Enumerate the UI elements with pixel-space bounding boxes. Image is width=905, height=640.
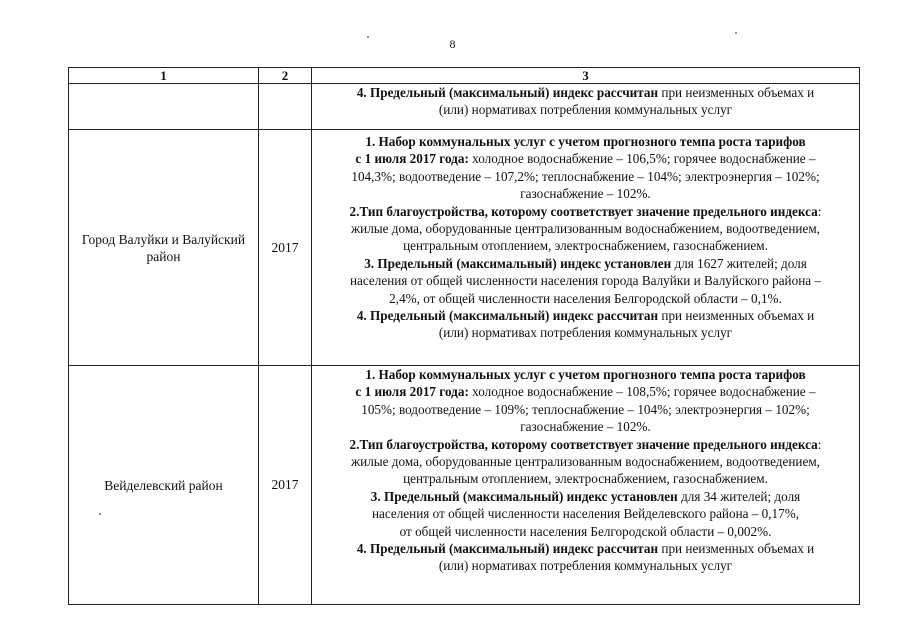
description-text: газоснабжение – 102%. <box>520 419 651 435</box>
tariff-table <box>68 67 860 605</box>
description-text: : <box>817 203 822 219</box>
description-line <box>312 255 859 272</box>
description-line <box>312 237 859 254</box>
description-line <box>312 488 859 505</box>
description-text: населения от общей численности населения Вейделевского района – 0,17%, <box>371 506 800 522</box>
description-line <box>312 470 859 487</box>
description-bold-text: 1. Набор коммунальных услуг с учетом прогнозного темпа роста тарифов <box>365 367 806 382</box>
municipality-cell: Вейделевский район <box>69 366 259 605</box>
description-text: от общей численности населения Белгородской области – 0,002%. <box>399 523 772 539</box>
description-line <box>312 418 859 435</box>
description-line <box>312 401 859 418</box>
description-line <box>312 168 859 185</box>
description-line <box>312 290 859 307</box>
description-text: 2,4%, от общей численности населения Белгородской области – 0,1%. <box>389 290 782 306</box>
description-line <box>312 523 859 540</box>
description-text: 105%; водоотведение – 109%; теплоснабжение – 104%; электроэнергия – 102%; <box>361 401 810 417</box>
description-line <box>312 557 859 574</box>
description-text: при неизменных объемах и <box>658 541 815 557</box>
description-bold-text: с 1 июля 2017 года: <box>355 384 469 400</box>
table-row <box>69 130 860 366</box>
description-line <box>312 366 859 383</box>
description-line <box>312 436 859 453</box>
description-text: центральным отоплением, электроснабжением, газоснабжением. <box>403 471 768 487</box>
year-cell: 2017 <box>259 366 312 605</box>
description-line <box>312 101 859 118</box>
description-text: при неизменных объемах и <box>658 308 815 324</box>
description-cell <box>312 130 860 366</box>
description-line <box>312 272 859 289</box>
scan-speck <box>367 36 369 38</box>
year-cell <box>259 84 312 130</box>
description-text: (или) нормативах потребления коммунальных услуг <box>438 102 733 118</box>
description-cell <box>312 84 860 130</box>
description-text: : <box>817 436 822 452</box>
description-bold-text: с 1 июля 2017 года: <box>355 151 469 167</box>
description-line <box>312 453 859 470</box>
municipality-cell: Город Валуйки и Валуйский район <box>69 130 259 366</box>
description-bold-text: 4. Предельный (максимальный) индекс рассчитан <box>356 308 659 324</box>
description-bold-text: 1. Набор коммунальных услуг с учетом прогнозного темпа роста тарифов <box>365 134 806 149</box>
description-line <box>312 133 859 150</box>
year-cell: 2017 <box>259 130 312 366</box>
description-line <box>312 540 859 557</box>
description-text: для 1627 жителей; доля <box>671 255 807 271</box>
description-text: 104,3%; водоотведение – 107,2%; теплоснабжение – 104%; электроэнергия – 102%; <box>351 168 820 184</box>
description-text: (или) нормативах потребления коммунальных услуг <box>438 558 733 574</box>
description-line <box>312 324 859 341</box>
description-bold-text: 4. Предельный (максимальный) индекс рассчитан <box>356 541 659 557</box>
description-text: жилые дома, оборудованные централизованным водоснабжением, водоотведением, <box>351 454 820 470</box>
municipality-cell <box>69 84 259 130</box>
description-bold-text: 3. Предельный (максимальный) индекс установлен <box>370 488 678 504</box>
description-bold-text: 2.Тип благоустройства, которому соответствует значение предельного индекса <box>349 436 818 452</box>
description-line <box>312 185 859 202</box>
description-text: для 34 жителей; доля <box>677 488 801 504</box>
description-text: центральным отоплением, электроснабжением, газоснабжением. <box>403 238 768 254</box>
column-header-2: 2 <box>259 68 312 84</box>
description-bold-text: 4. Предельный (максимальный) индекс рассчитан <box>356 85 659 100</box>
description-text: при неизменных объемах и <box>658 85 815 100</box>
scan-speck <box>735 32 737 34</box>
scan-speck <box>99 513 101 515</box>
description-cell <box>312 366 860 605</box>
description-bold-text: 3. Предельный (максимальный) индекс установлен <box>364 255 672 271</box>
description-text: газоснабжение – 102%. <box>520 186 651 202</box>
description-text: населения от общей численности населения города Валуйки и Валуйского района – <box>349 273 821 289</box>
description-line <box>312 383 859 400</box>
description-line <box>312 150 859 167</box>
page-number: 8 <box>449 37 456 51</box>
description-line <box>312 220 859 237</box>
description-text: холодное водоснабжение – 108,5%; горячее водоснабжение – <box>468 384 816 400</box>
description-line <box>312 203 859 220</box>
description-text: жилые дома, оборудованные централизованным водоснабжением, водоотведением, <box>351 221 820 237</box>
table-header-row <box>69 68 860 84</box>
description-line <box>312 84 859 101</box>
description-line <box>312 307 859 324</box>
table-row <box>69 84 860 130</box>
column-header-3: 3 <box>312 68 860 84</box>
description-bold-text: 2.Тип благоустройства, которому соответствует значение предельного индекса <box>349 203 818 219</box>
description-text: холодное водоснабжение – 106,5%; горячее водоснабжение – <box>468 151 816 167</box>
table-row <box>69 366 860 605</box>
description-text: (или) нормативах потребления коммунальных услуг <box>438 325 733 341</box>
column-header-1: 1 <box>69 68 259 84</box>
description-line <box>312 505 859 522</box>
